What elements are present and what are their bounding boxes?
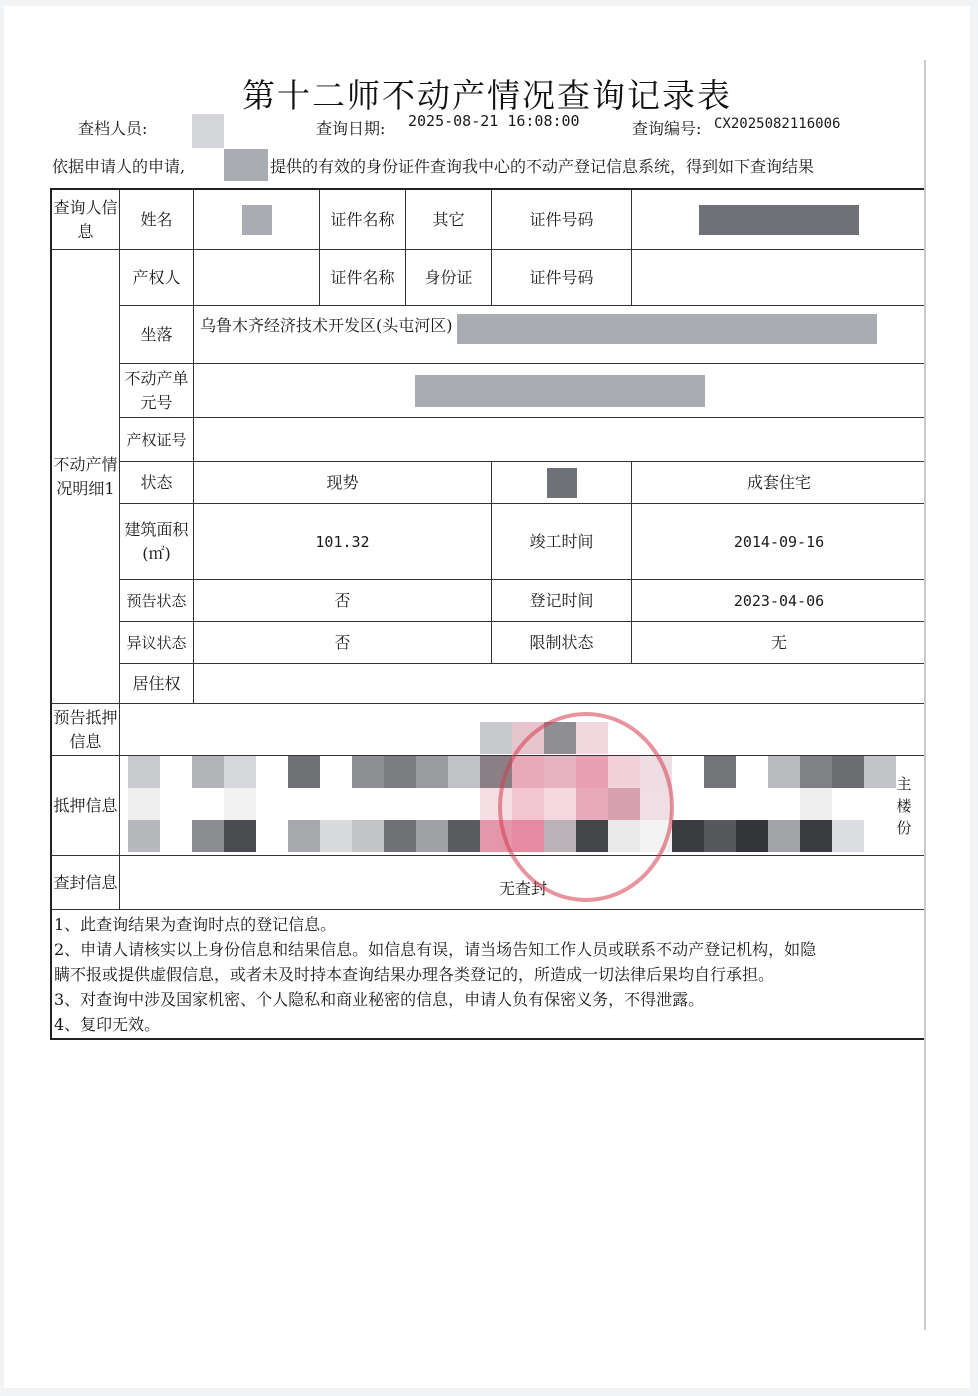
id-name-value-inquirer: 其它 (406, 190, 492, 250)
redacted-location (457, 314, 877, 344)
section-detail: 不动产情况明细1 (52, 250, 120, 704)
redaction-block (800, 820, 832, 852)
owner-id-number-value (632, 250, 926, 306)
notice-label: 预告状态 (120, 580, 194, 622)
redaction-block (800, 756, 832, 788)
section-presale-mortgage: 预告抵押信息 (52, 704, 120, 756)
completion-label: 竣工时间 (492, 504, 632, 580)
cert-no-label: 产权证号 (120, 418, 194, 462)
cert-no-value (194, 418, 926, 462)
id-name-label: 证件名称 (320, 190, 406, 250)
section-seizure: 查封信息 (52, 856, 120, 910)
name-label: 姓名 (120, 190, 194, 250)
redaction-block (800, 788, 832, 820)
status-value: 现势 (194, 462, 492, 504)
query-no-value: CX2025082116006 (714, 116, 841, 132)
location-text: 乌鲁木齐经济技术开发区(头屯河区) (200, 316, 453, 335)
area-value: 101.32 (194, 504, 492, 580)
area-label: 建筑面积(㎡) (120, 504, 194, 580)
redaction-block (352, 756, 384, 788)
owner-id-name-label: 证件名称 (320, 250, 406, 306)
redaction-block (864, 756, 896, 788)
section-inquirer: 查询人信息 (52, 190, 120, 250)
redacted-applicant (224, 149, 268, 181)
redacted-usage-label (547, 468, 577, 498)
owner-value (194, 250, 320, 306)
redaction-block (288, 756, 320, 788)
redaction-block (832, 820, 864, 852)
redaction-block (128, 756, 160, 788)
mortgage-partial-text: 主楼份 (896, 774, 912, 837)
register-label: 登记时间 (492, 580, 632, 622)
name-value (194, 190, 320, 250)
redaction-block (288, 820, 320, 852)
note-line: 2、申请人请核实以上身份信息和结果信息。如信息有误，请当场告知工作人员或联系不动产登记机构，如隐 (54, 940, 817, 959)
location-label: 坐落 (120, 306, 194, 364)
completion-value: 2014-09-16 (632, 504, 926, 580)
redaction-block (704, 756, 736, 788)
redaction-block (224, 788, 256, 820)
restriction-value: 无 (632, 622, 926, 664)
redaction-block (384, 756, 416, 788)
notes-block (54, 912, 924, 1037)
note-line: 3、对查询中涉及国家机密、个人隐私和商业秘密的信息，申请人负有保密义务，不得泄露。 (54, 990, 705, 1009)
redaction-block (448, 756, 480, 788)
owner-id-number-label: 证件号码 (492, 250, 632, 306)
id-number-label: 证件号码 (492, 190, 632, 250)
redaction-block (832, 756, 864, 788)
unit-no-value (194, 364, 926, 418)
objection-label: 异议状态 (120, 622, 194, 664)
redacted-name (242, 205, 272, 235)
redaction-block (736, 820, 768, 852)
intro-suffix: 提供的有效的身份证件查询我中心的不动产登记信息系统，得到如下查询结果 (270, 157, 815, 176)
redaction-block (704, 820, 736, 852)
official-seal-icon (498, 712, 674, 902)
note-line: 1、此查询结果为查询时点的登记信息。 (54, 915, 337, 934)
redaction-block (416, 820, 448, 852)
restriction-label: 限制状态 (492, 622, 632, 664)
redaction-block (320, 820, 352, 852)
redacted-archivist (192, 114, 224, 148)
redaction-block (384, 820, 416, 852)
redaction-block (224, 820, 256, 852)
register-value: 2023-04-06 (632, 580, 926, 622)
note-line: 4、复印无效。 (54, 1015, 161, 1034)
redaction-block (672, 820, 704, 852)
document-page (4, 6, 970, 1388)
query-date-label: 查询日期: (316, 119, 386, 138)
usage-label-cell (492, 462, 632, 504)
residence-label: 居住权 (120, 664, 194, 704)
record-table (50, 188, 926, 1040)
redaction-block (480, 722, 512, 754)
objection-value: 否 (194, 622, 492, 664)
redaction-block (128, 788, 160, 820)
intro-prefix: 依据申请人的申请, (52, 157, 186, 176)
redaction-block (352, 820, 384, 852)
owner-id-name-value: 身份证 (406, 250, 492, 306)
page-edge-line (924, 60, 926, 1330)
redaction-block (192, 756, 224, 788)
notice-value: 否 (194, 580, 492, 622)
note-line: 瞒不报或提供虚假信息，或者未及时持本查询结果办理各类登记的，所造成一切法律后果均自行承担。 (54, 965, 775, 984)
status-label: 状态 (120, 462, 194, 504)
query-no-label: 查询编号: (632, 119, 702, 138)
id-number-value (632, 190, 926, 250)
location-value (194, 306, 926, 364)
redaction-block (768, 756, 800, 788)
usage-value: 成套住宅 (632, 462, 926, 504)
archivist-label: 查档人员: (78, 119, 148, 138)
seizure-value: 无查封 (120, 856, 926, 910)
owner-label: 产权人 (120, 250, 194, 306)
redaction-block (416, 756, 448, 788)
unit-no-label: 不动产单元号 (120, 364, 194, 418)
redaction-block (768, 820, 800, 852)
redaction-block (128, 820, 160, 852)
redacted-unit-no (415, 375, 705, 407)
redaction-block (192, 820, 224, 852)
redaction-block (224, 756, 256, 788)
document-title: 第十二师不动产情况查询记录表 (242, 76, 732, 115)
residence-value (194, 664, 926, 704)
redacted-id-number (699, 205, 859, 235)
query-date-value: 2025-08-21 16:08:00 (408, 112, 580, 130)
redaction-block (448, 820, 480, 852)
section-mortgage: 抵押信息 (52, 756, 120, 856)
